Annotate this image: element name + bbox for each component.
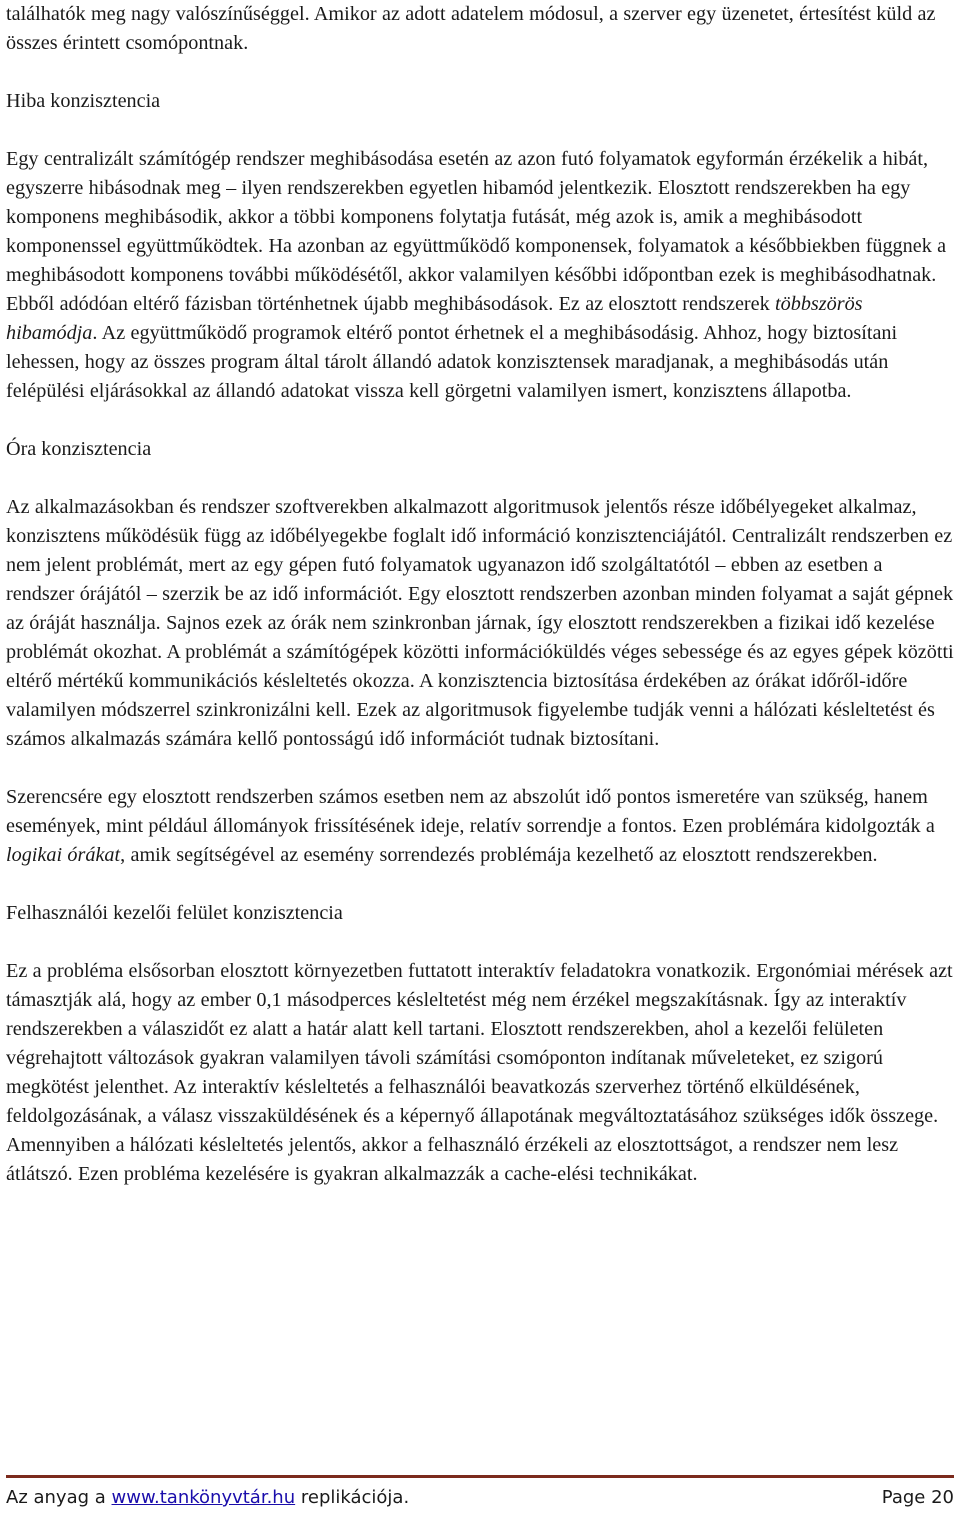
document-page — [6, 0, 956, 1218]
heading-felhasznaloi-felulet: Felhasználói kezelői felület konzisztencia — [6, 902, 343, 924]
heading-hiba-konzisztencia: Hiba konzisztencia — [6, 90, 161, 112]
paragraph-hiba-text-b: . Az együttműködő programok eltérő pontot érhetnek el a meghibásodásig. Ahhoz, hogy biztosítani lehessen, hogy az összes program által tárolt állandó adatok konzisztensek maradjanak, a meghibásodás után felépülési eljárásokkal az állandó adatokat vissza kell görgetni valamilyen ismert, konzisztens állapotba. — [6, 322, 898, 402]
paragraph-ora-2-text-b: , amik segítségével az esemény sorrendezés problémája kezelhető az elosztott rendszerekben. — [120, 844, 878, 866]
paragraph-ora-1: Az alkalmazásokban és rendszer szoftverekben alkalmazott algoritmusok jelentős része időbélyegeket alkalmaz, konzisztens működésük függ az időbélyegekbe foglalt idő információ konzisztenciájától. Centralizált rendszerben ez nem jelent problémát, mert az egy gépen futó folyamatok ugyanazon idő szolgáltatótól – ebben az esetben a rendszer órájától – szerzik be az idő információt. Egy elosztott rendszerben azonban minden folyamat a saját gépnek az óráját használja. Sajnos ezek az órák nem szinkronban járnak, így elosztott rendszerekben a fizikai idő kezelése problémát okozhat. A problémát a számítógépek közötti információküldés véges sebessége és az egyes gépek közötti eltérő mértékű kommunikációs késleltetés okozza. A konzisztencia biztosítása érdekében az órákat időről-időre valamilyen módszerrel szinkronizálni kell. Ezek az algoritmusok figyelembe tudják venni a hálózati késleltetést és számos alkalmazás számára kellő pontosságú idő információt tudnak biztosítani. — [6, 496, 954, 750]
heading-ora-konzisztencia: Óra konzisztencia — [6, 438, 152, 460]
footer-link[interactable]: www.tankönyvtár.hu — [111, 1487, 296, 1508]
paragraph-ora-2-text-a: Szerencsére egy elosztott rendszerben számos esetben nem az abszolút idő pontos ismeretére van szükség, hanem események, mint például állományok frissítésének ideje, relatív sorrendje a fontos. Ezen problémára kidolgozták a — [6, 786, 935, 837]
intro-paragraph: találhatók meg nagy valószínűséggel. Amikor az adott adatelem módosul, a szerver egy üzenetet, értesítést küld az összes érintett csomópontnak. — [6, 3, 936, 54]
paragraph-ora-2-emphasis: logikai órákat — [6, 844, 121, 866]
paragraph-hiba — [6, 145, 956, 406]
footer-source — [6, 1487, 409, 1508]
paragraph-ui: Ez a probléma elsősorban elosztott környezetben futtatott interaktív feladatokra vonatkozik. Ergonómiai mérések azt támasztják alá, hogy az ember 0,1 másodperces késleltetést még nem érzékel megszakításnak. Így az interaktív rendszerekben a válaszidőt ez alatt a határ alatt kell tartani. Elosztott rendszerekben, ahol a kezelői felületen végrehajtott változások gyakran valamilyen távoli számítási csomóponton indítanak műveleteket, ez szigorú megkötést jelenthet. Az interaktív késleltetés a felhasználói beavatkozás szerverhez történő elküldésének, feldolgozásának, a válasz visszaküldésének és a képernyő állapotának megváltoztatásához szükséges idők összege. Amennyiben a hálózati késleltetés jelentős, akkor a felhasználó érzékeli az elosztottságot, a rendszer nem lesz átlátszó. Ezen probléma kezelésére is gyakran alkalmazzák a cache-elési technikákat. — [6, 960, 953, 1185]
paragraph-hiba-emphasis: többszörös hibamódja — [6, 293, 863, 344]
paragraph-hiba-text-a: Egy centralizált számítógép rendszer meghibásodása esetén az azon futó folyamatok egyformán érzékelik a hibát, egyszerre hibásodnak meg – ilyen rendszerekben egyetlen hibamód jelentkezik. Elosztott rendszerekben ha egy komponens meghibásodik, akkor a többi komponens folytatja futását, még azok is, amik a meghibásodott komponenssel együttműködtek. Ha azonban az együttműködő komponensek, folyamatok a későbbiekben függnek a meghibásodott komponens további működésétől, akkor valamilyen későbbi időpontban ezek is meghibásodhatnak. Ebből adódóan eltérő fázisban történhetnek újabb meghibásodások. Ez az elosztott rendszerek — [6, 148, 947, 315]
paragraph-ora-2 — [6, 783, 956, 870]
footer-suffix: replikációja. — [295, 1487, 410, 1508]
page-number: Page 20 — [881, 1487, 954, 1508]
footer-divider — [6, 1475, 954, 1478]
footer-prefix: Az anyag a — [6, 1487, 112, 1508]
page-footer — [6, 1487, 954, 1508]
